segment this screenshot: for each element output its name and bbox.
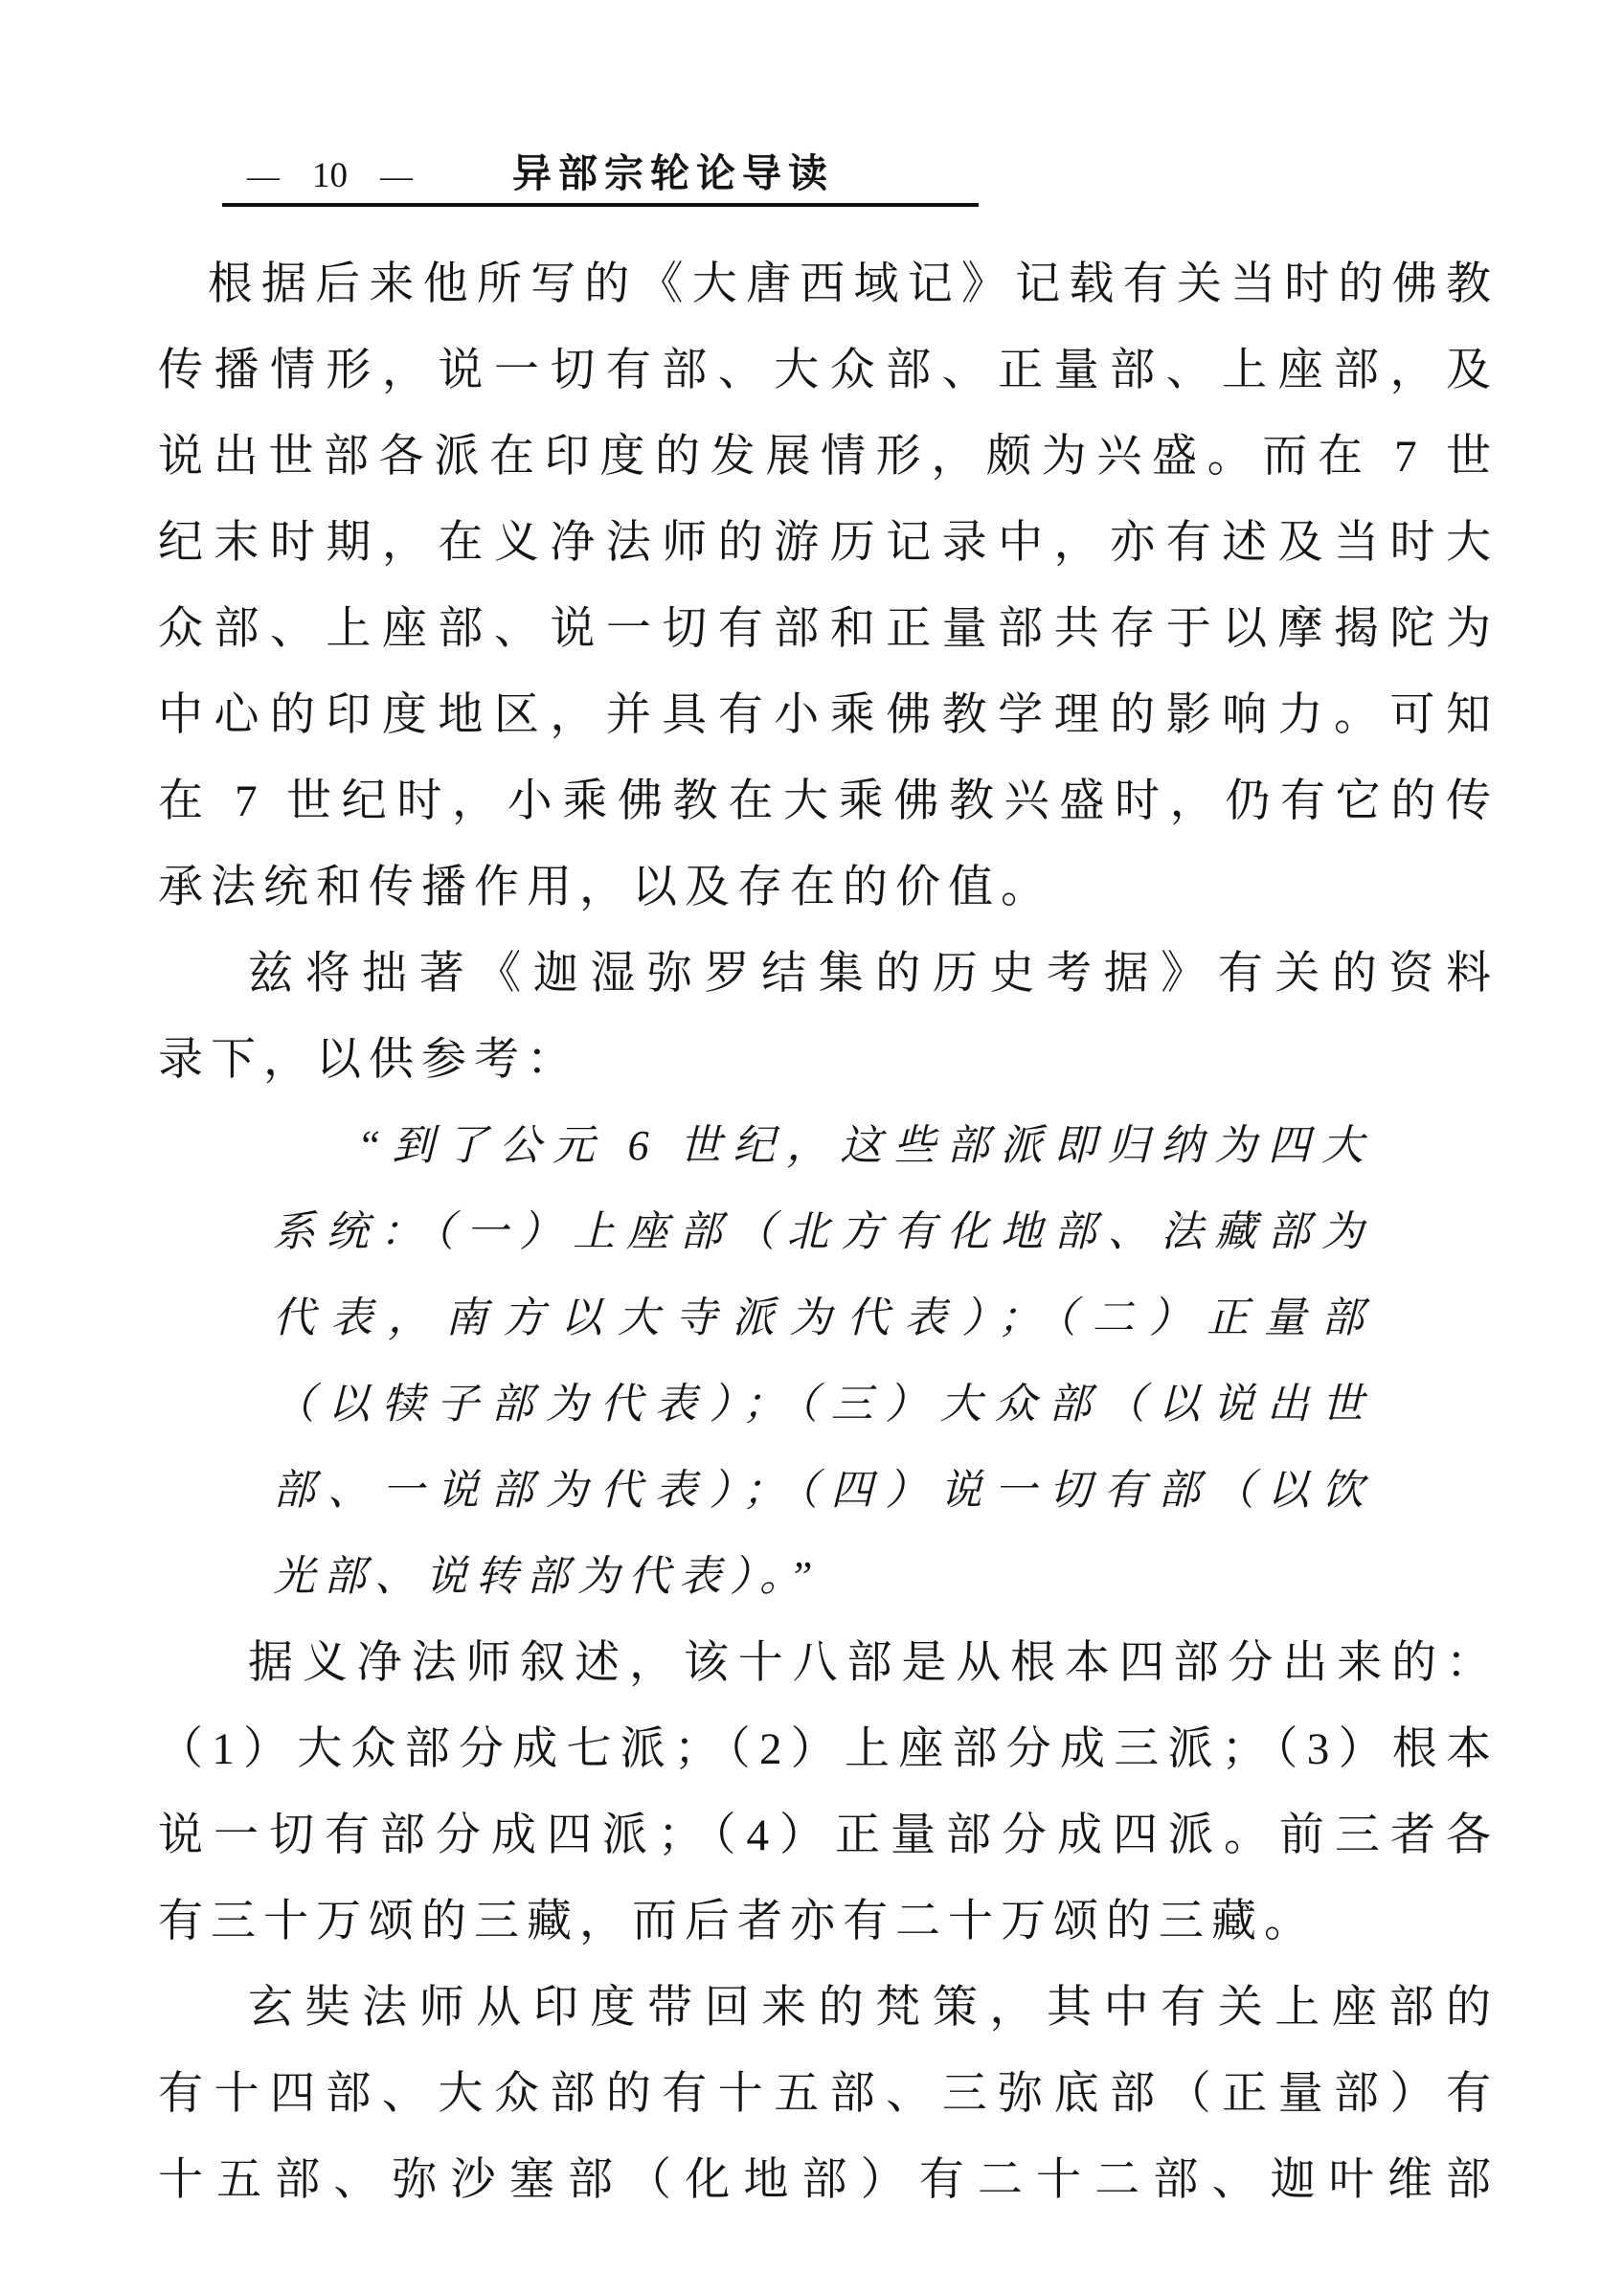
book-title: 异部宗轮论导读 [512, 151, 834, 195]
paragraph [158, 931, 1499, 1103]
text-line: 有十四部、大众部的有十五部、三弥底部（正量部）有 [158, 2069, 1499, 2119]
quote-block [273, 1103, 1372, 1620]
text-line: 有三十万颂的三藏，而后者亦有二十万颂的三藏。 [158, 1897, 1317, 1946]
page-number: 10 [312, 156, 348, 195]
header-dash-right: — [380, 159, 413, 194]
text-line: 纪末时期，在义净法师的游历记录中，亦有述及当时大 [158, 518, 1499, 568]
body-text [158, 241, 1499, 2223]
paragraph [158, 1965, 1499, 2223]
text-line: 光部、说转部为代表）。” [273, 1553, 822, 1600]
text-line: 承法统和传播作用，以及存在的价值。 [158, 863, 1053, 912]
page-header [247, 142, 834, 198]
text-line: （1）大众部分成七派；（2）上座部分成三派；（3）根本 [158, 1724, 1499, 1774]
text-line: 录下，以供参考： [158, 1035, 579, 1085]
text-line: 说一切有部分成四派；（4）正量部分成四派。前三者各 [158, 1811, 1499, 1860]
text-line: 部、一说部为代表）；（四）说一切有部（以饮 [273, 1467, 1372, 1514]
header-rule [222, 203, 979, 207]
text-line: 代表，南方以大寺派为代表）；（二）正量部 [273, 1294, 1372, 1341]
text-line: 中心的印度地区，并具有小乘佛教学理的影响力。可知 [158, 690, 1499, 740]
text-line: 据义净法师叙述，该十八部是从根本四部分出来的： [248, 1638, 1499, 1688]
text-line: 众部、上座部、说一切有部和正量部共存于以摩揭陀为 [158, 604, 1499, 654]
text-line: （以犊子部为代表）；（三）大众部（以说出世 [273, 1381, 1372, 1428]
text-line: 玄奘法师从印度带回来的梵策，其中有关上座部的 [248, 1983, 1499, 2033]
text-line: 系统：（一）上座部（北方有化地部、法藏部为 [273, 1208, 1372, 1255]
paragraph [158, 241, 1499, 931]
text-line: “到了公元 6 世纪，这些部派即归纳为四大 [357, 1122, 1372, 1169]
paragraph [158, 1620, 1499, 1965]
text-line: 根据后来他所写的《大唐西域记》记载有关当时的佛教 [207, 259, 1499, 309]
text-line: 在 7 世纪时，小乘佛教在大乘佛教兴盛时，仍有它的传 [158, 776, 1499, 826]
text-line: 十五部、弥沙塞部（化地部）有二十二部、迦叶维部 [158, 2155, 1499, 2205]
header-dash-left: — [247, 159, 280, 194]
text-line: 传播情形，说一切有部、大众部、正量部、上座部，及 [158, 346, 1499, 395]
text-line: 说出世部各派在印度的发展情形，颇为兴盛。而在 7 世 [158, 432, 1499, 482]
text-line: 兹将拙著《迦湿弥罗结集的历史考据》有关的资料 [248, 949, 1499, 999]
